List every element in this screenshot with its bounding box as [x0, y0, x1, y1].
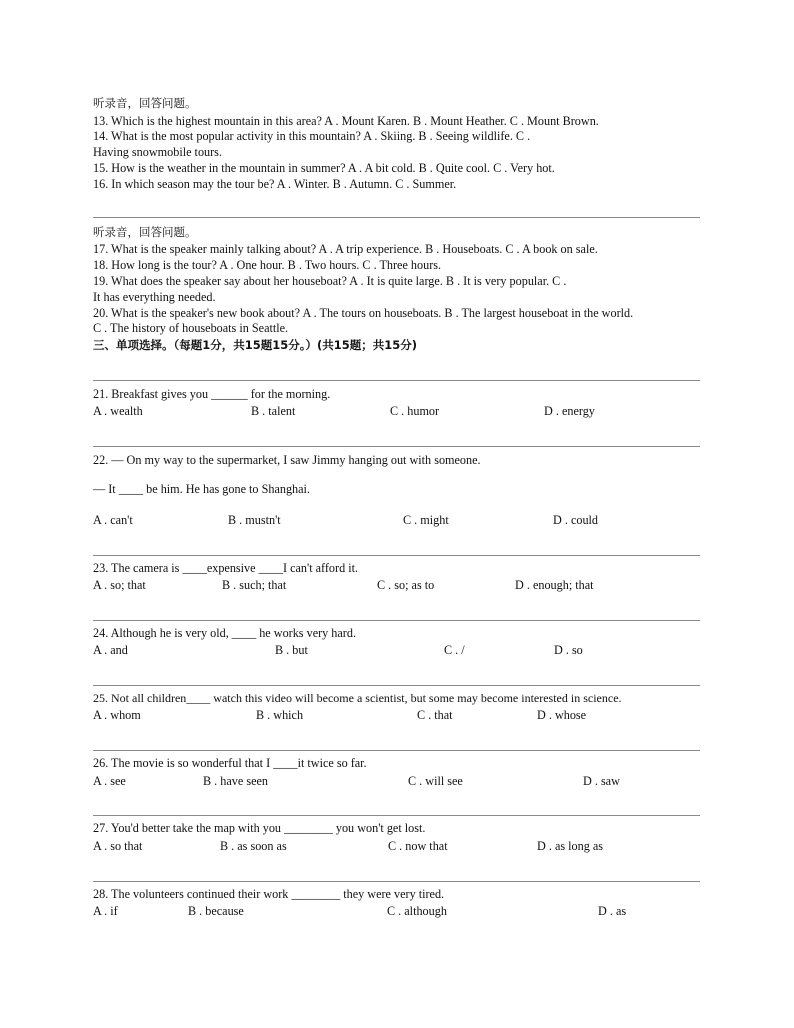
question-14-continued: Having snowmobile tours. — [93, 145, 222, 159]
option-c: C . although — [387, 904, 447, 918]
option-c: C . will see — [408, 774, 463, 788]
question-20-continued: C . The history of houseboats in Seattle. — [93, 321, 289, 335]
question-15: 15. How is the weather in the mountain in summer? A . A bit cold. B . Quite cool. C . Very hot. — [93, 161, 555, 175]
listening-header-2: 听录音，回答问题。 — [93, 225, 197, 239]
question-17: 17. What is the speaker mainly talking about? A . A trip experience. B . Houseboats. C . A book on sale. — [93, 242, 598, 256]
question-20: 20. What is the speaker's new book about? A . The tours on houseboats. B . The largest houseboat in the world. — [93, 306, 634, 320]
option-d: D . as — [598, 904, 627, 918]
listening-header-1: 听录音，回答问题。 — [93, 96, 197, 110]
divider — [93, 555, 700, 556]
divider — [93, 217, 700, 218]
option-b: B . which — [256, 708, 304, 722]
question-19-continued: It has everything needed. — [93, 290, 216, 304]
option-d: D . as long as — [537, 839, 604, 853]
option-d: D . so — [554, 643, 583, 657]
section-title: 三、单项选择。（每题1分，共15题15分。）(共15题；共15分) — [93, 338, 418, 352]
question-25-stem: 25. Not all children____ watch this video will become a scientist, but some may become interested in science. — [93, 691, 622, 705]
divider — [93, 815, 700, 816]
option-d: D . whose — [537, 708, 587, 722]
option-c: C . now that — [388, 839, 448, 853]
option-a: A . can't — [93, 513, 133, 527]
option-b: B . talent — [251, 404, 296, 418]
divider — [93, 685, 700, 686]
option-c: C . so; as to — [377, 578, 435, 592]
option-a: A . see — [93, 774, 126, 788]
question-26-stem: 26. The movie is so wonderful that I ____it twice so far. — [93, 756, 367, 770]
option-b: B . as soon as — [220, 839, 287, 853]
option-c: C . that — [417, 708, 453, 722]
divider — [93, 380, 700, 381]
option-a: A . so that — [93, 839, 143, 853]
option-d: D . saw — [583, 774, 620, 788]
divider — [93, 881, 700, 882]
question-23-stem: 23. The camera is ____expensive ____I can't afford it. — [93, 561, 359, 575]
option-a: A . wealth — [93, 404, 143, 418]
option-c: C . / — [444, 643, 465, 657]
option-d: D . could — [553, 513, 599, 527]
question-14: 14. What is the most popular activity in this mountain? A . Skiing. B . Seeing wildlife. C . — [93, 129, 531, 143]
option-a: A . whom — [93, 708, 141, 722]
question-22-reply: — It ____ be him. He has gone to Shanghai. — [93, 482, 310, 496]
divider — [93, 750, 700, 751]
question-27-stem: 27. You'd better take the map with you ________ you won't get lost. — [93, 821, 426, 835]
divider — [93, 620, 700, 621]
question-24-stem: 24. Although he is very old, ____ he works very hard. — [93, 626, 357, 640]
question-28-stem: 28. The volunteers continued their work ________ they were very tired. — [93, 887, 445, 901]
option-a: A . so; that — [93, 578, 146, 592]
question-21-stem: 21. Breakfast gives you ______ for the morning. — [93, 387, 331, 401]
option-b: B . because — [188, 904, 244, 918]
question-13: 13. Which is the highest mountain in this area? A . Mount Karen. B . Mount Heather. C . Mount Brown. — [93, 114, 599, 128]
option-b: B . such; that — [222, 578, 287, 592]
option-c: C . humor — [390, 404, 440, 418]
question-22-stem: 22. — On my way to the supermarket, I saw Jimmy hanging out with someone. — [93, 453, 481, 467]
question-19: 19. What does the speaker say about her houseboat? A . It is quite large. B . It is very popular. C . — [93, 274, 567, 288]
divider — [93, 446, 700, 447]
option-a: A . and — [93, 643, 128, 657]
option-d: D . enough; that — [515, 578, 594, 592]
option-c: C . might — [403, 513, 449, 527]
option-b: B . have seen — [203, 774, 268, 788]
option-b: B . mustn't — [228, 513, 281, 527]
question-16: 16. In which season may the tour be? A . Winter. B . Autumn. C . Summer. — [93, 177, 457, 191]
question-18: 18. How long is the tour? A . One hour. B . Two hours. C . Three hours. — [93, 258, 442, 272]
option-a: A . if — [93, 904, 118, 918]
option-b: B . but — [275, 643, 308, 657]
option-d: D . energy — [544, 404, 595, 418]
